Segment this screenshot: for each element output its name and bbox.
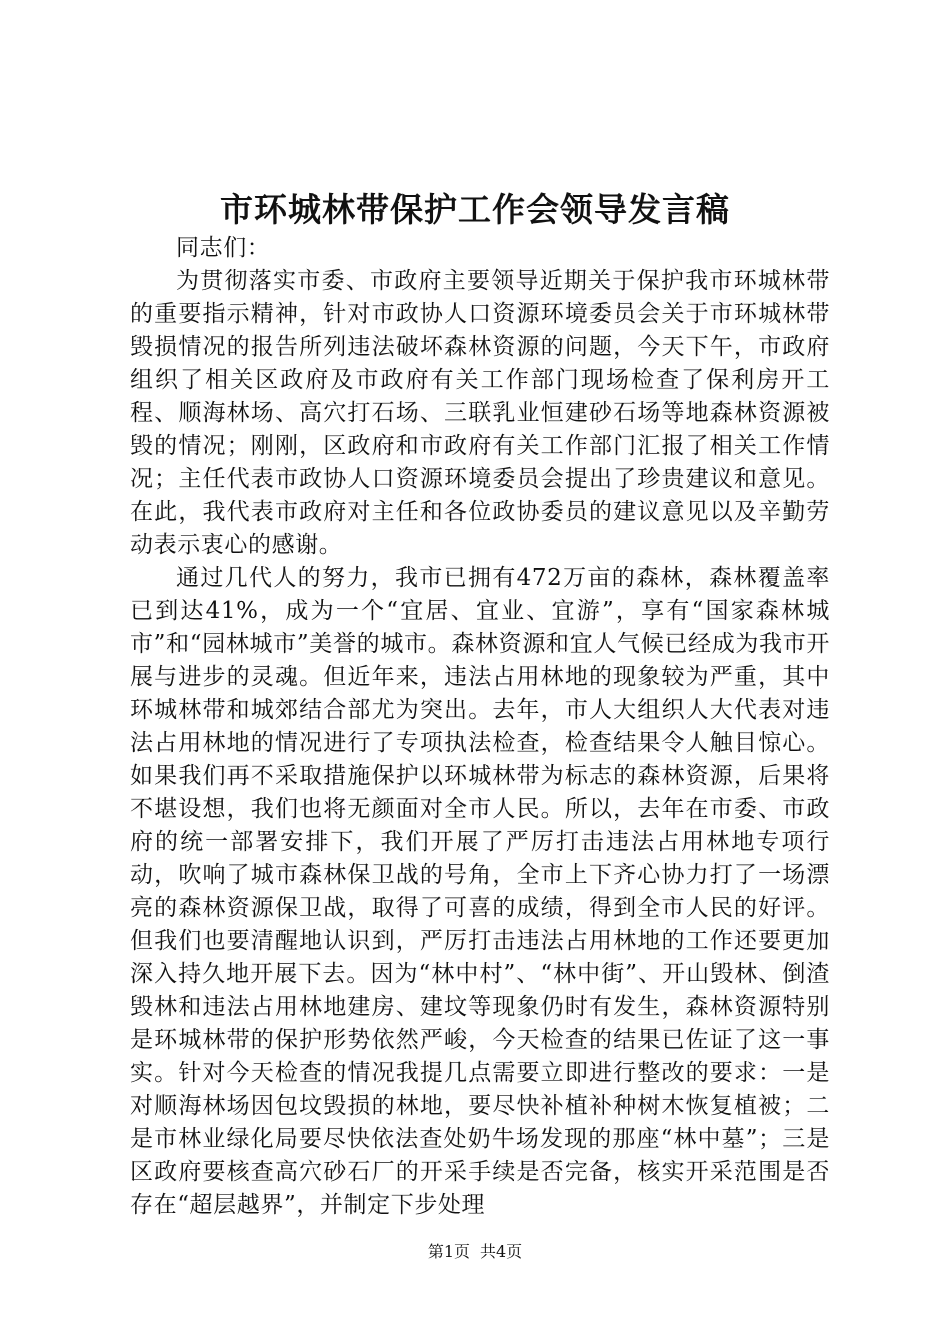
page-number: 第1页: [427, 1242, 470, 1261]
body-paragraph-2: 通过几代人的努力，我市已拥有472万亩的森林，森林覆盖率已到达41%，成为一个“宜居、宜业、宜游”，享有“国家森林城市”和“园林城市”美誉的城市。森林资源和宜人气候已经成为我市开展与进步的灵魂。但近年来，违法占用林地的现象较为严重，其中环城林带和城郊结合部尤为突出。去年，市人大组织人大代表对违法占用林地的情况进行了专项执法检查，检查结果令人触目惊心。如果我们再不采取措施保护以环城林带为标志的森林资源，后果将不堪设想，我们也将无颜面对全市人民。所以，去年在市委、市政府的统一部署安排下，我们开展了严厉打击违法占用林地专项行动，吹响了城市森林保卫战的号角，全市上下齐心协力打了一场漂亮的森林资源保卫战，取得了可喜的成绩，得到全市人民的好评。但我们也要清醒地认识到，严厉打击违法占用林地的工作还要更加深入持久地开展下去。因为“林中村”、“林中街”、开山毁林、倒渣毁林和违法占用林地建房、建坟等现象仍时有发生，森林资源特别是环城林带的保护形势依然严峻，今天检查的结果已佐证了这一事实。针对今天检查的情况我提几点需要立即进行整改的要求：一是对顺海林场因包坟毁损的林地，要尽快补植补种树木恢复植被；二是市林业绿化局要尽快依法查处奶牛场发现的那座“林中墓”；三是区政府要核查高穴砂石厂的开采手续是否完备，核实开采范围是否存在“超层越界”，并制定下步处理: [130, 565, 830, 1218]
page-footer: [0, 1240, 950, 1264]
salutation: 同志们：: [176, 235, 271, 261]
document-title: 市环城林带保护工作会领导发言稿: [220, 190, 730, 229]
page-total: 共4页: [480, 1242, 523, 1261]
document-body: [130, 232, 830, 1222]
body-paragraph-1: 为贯彻落实市委、市政府主要领导近期关于保护我市环城林带的重要指示精神，针对市政协人口资源环境委员会关于市环城林带毁损情况的报告所列违法破坏森林资源的问题，今天下午，市政府组织了相关区政府及市政府有关工作部门现场检查了保利房开工程、顺海林场、高穴打石场、三联乳业恒建砂石场等地森林资源被毁的情况；刚刚，区政府和市政府有关工作部门汇报了相关工作情况；主任代表市政协人口资源环境委员会提出了珍贵建议和意见。在此，我代表市政府对主任和各位政协委员的建议意见以及辛勤劳动表示衷心的感谢。: [130, 268, 830, 558]
